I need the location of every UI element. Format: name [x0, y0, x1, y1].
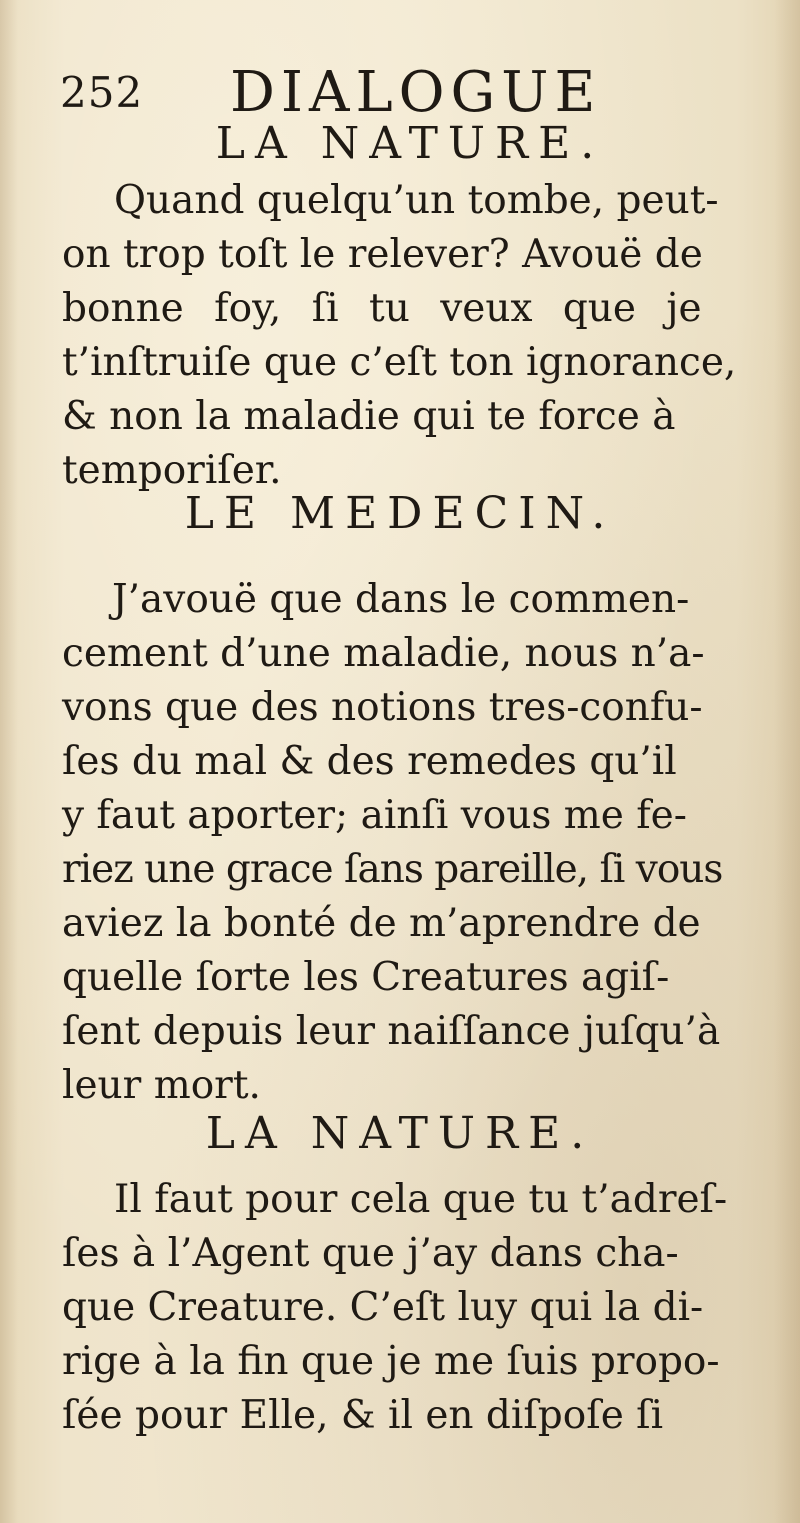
text-line: quelle ſorte les Creatures agiſ-: [62, 955, 670, 1000]
text-line: rige à la fin que je me ſuis propo-: [62, 1339, 720, 1384]
text-line: bonne foy, ſi tu veux que je: [62, 286, 702, 331]
running-head: DIALOGUE: [230, 60, 602, 125]
paragraph-nature-2: [62, 1173, 738, 1443]
text-line: on trop toſt le relever? Avouë de: [62, 232, 703, 277]
text-line: ſée pour Elle, & il en diſpoſe ſi: [62, 1393, 664, 1438]
text-line: leur mort.: [62, 1063, 261, 1108]
text-line: riez une grace ſans pareille, ſi vous: [62, 847, 723, 892]
text-line: cement d’une maladie, nous n’a-: [62, 631, 705, 676]
paragraph-nature-1: [62, 174, 738, 498]
page-shadow-left: [0, 0, 18, 1523]
page-number: 252: [60, 68, 144, 117]
text-line: t’inſtruiſe que c’eſt ton ignorance,: [62, 340, 737, 385]
text-line: Il faut pour cela que tu t’adreſ-: [114, 1177, 728, 1222]
text-line: aviez la bonté de m’aprendre de: [62, 901, 701, 946]
text-line: ſes à l’Agent que j’ay dans cha-: [62, 1231, 679, 1276]
text-line: J’avouë que dans le commen-: [112, 577, 690, 622]
speaker-heading-nature: LA NATURE.: [215, 118, 605, 169]
page-shadow-right: [774, 0, 800, 1523]
paragraph-medecin: [62, 573, 738, 1113]
text-line: ſes du mal & des remedes qu’il: [62, 739, 677, 784]
text-line: temporiſer.: [62, 448, 282, 493]
text-line: que Creature. C’eſt luy qui la di-: [62, 1285, 704, 1330]
text-line: vons que des notions tres-confu-: [62, 685, 703, 730]
text-line: Quand quelqu’un tombe, peut-: [114, 178, 719, 223]
text-line: & non la maladie qui te force à: [62, 394, 676, 439]
speaker-heading-medecin: LE MEDECIN.: [184, 488, 616, 539]
speaker-heading-nature-2: LA NATURE.: [205, 1108, 595, 1159]
text-line: ſent depuis leur naiſſance juſqu’à: [62, 1009, 721, 1054]
text-line: y faut aporter; ainſi vous me fe-: [62, 793, 687, 838]
